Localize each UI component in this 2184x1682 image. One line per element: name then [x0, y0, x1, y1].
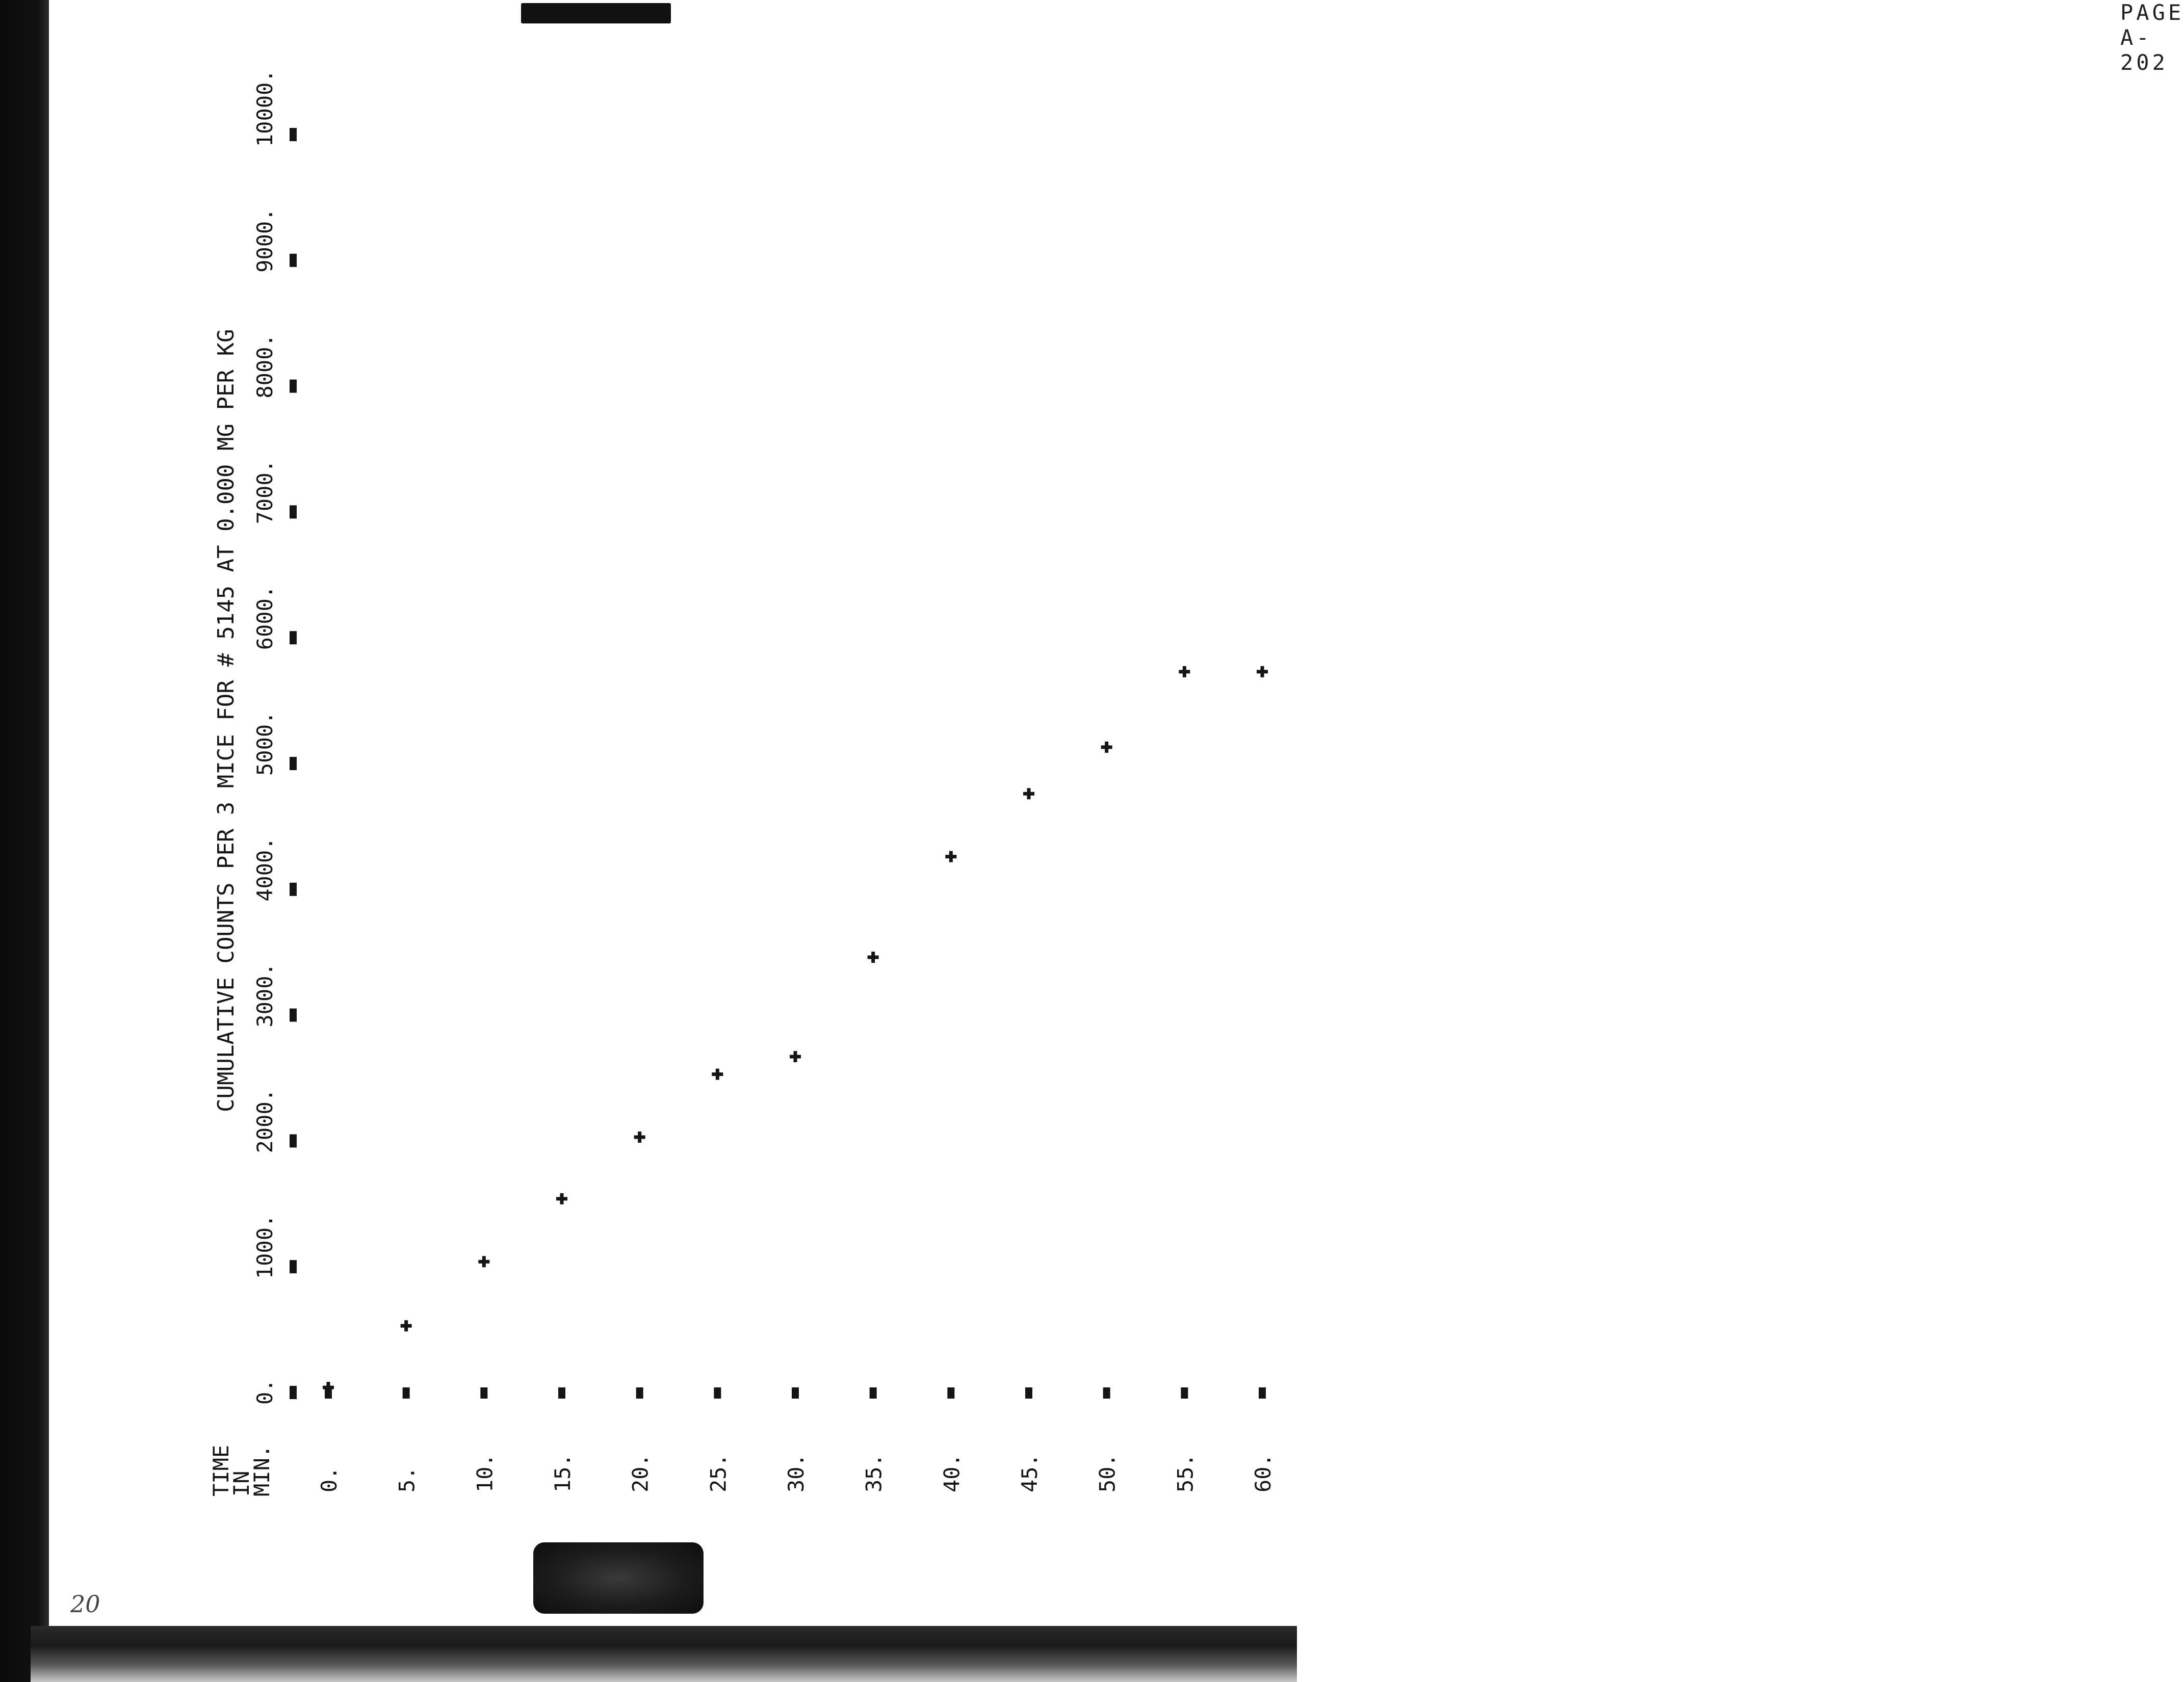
time-tick-label: 60.: [1251, 1454, 1276, 1492]
data-points: [323, 666, 1268, 1393]
time-tick-mark: [792, 1387, 799, 1399]
value-tick-label: 5000.: [252, 711, 277, 776]
value-tick-label: 4000.: [252, 837, 277, 902]
data-point-plus: [945, 851, 956, 862]
plus-vertical-stroke: [1261, 666, 1264, 677]
value-tick-label: 8000.: [252, 334, 277, 399]
value-axis-ticks: [252, 69, 297, 1405]
plus-vertical-stroke: [482, 1256, 486, 1267]
time-tick-label: 30.: [784, 1454, 809, 1492]
plus-vertical-stroke: [404, 1320, 408, 1331]
data-point-plus: [712, 1069, 723, 1080]
plus-vertical-stroke: [794, 1051, 797, 1062]
data-point-plus: [478, 1256, 489, 1267]
value-tick-label: 6000.: [252, 585, 277, 650]
plus-vertical-stroke: [638, 1132, 641, 1143]
chart-title: CUMULATIVE COUNTS PER 3 MICE FOR # 5145 AT 0.000 MG PER KG: [213, 329, 239, 1112]
plus-vertical-stroke: [871, 952, 875, 963]
data-point-plus: [634, 1132, 645, 1143]
time-tick-mark: [558, 1387, 565, 1399]
value-tick-mark: [290, 254, 297, 267]
plus-vertical-stroke: [560, 1193, 564, 1204]
plus-vertical-stroke: [1027, 788, 1031, 799]
time-tick-label: 20.: [628, 1454, 653, 1492]
value-tick-label: 7000.: [252, 459, 277, 524]
time-tick-label: 55.: [1173, 1454, 1198, 1492]
time-tick-mark: [1181, 1387, 1188, 1399]
value-tick-label: 1000.: [252, 1214, 277, 1279]
plus-vertical-stroke: [949, 851, 953, 862]
data-point-plus: [1023, 788, 1034, 799]
time-tick-mark: [1103, 1387, 1110, 1399]
value-tick-label: 0.: [252, 1379, 277, 1405]
data-point-plus: [323, 1382, 334, 1393]
time-axis-label: MIN.: [249, 1444, 274, 1496]
value-tick-mark: [290, 505, 297, 518]
time-tick-label: 25.: [706, 1454, 731, 1492]
value-tick-mark: [290, 1134, 297, 1147]
plus-vertical-stroke: [327, 1382, 330, 1393]
value-tick-mark: [290, 128, 297, 141]
time-tick-label: 50.: [1095, 1454, 1120, 1492]
value-tick-label: 10000.: [252, 69, 277, 147]
plus-vertical-stroke: [1105, 742, 1108, 753]
time-tick-mark: [947, 1387, 954, 1399]
value-tick-mark: [290, 631, 297, 644]
value-tick-label: 3000.: [252, 963, 277, 1028]
data-point-plus: [1257, 666, 1268, 677]
plus-vertical-stroke: [716, 1069, 719, 1080]
data-point-plus: [556, 1193, 567, 1204]
time-tick-label: 45.: [1017, 1454, 1042, 1492]
handwritten-page-mark: 20: [70, 1590, 100, 1618]
time-tick-label: 35.: [861, 1454, 887, 1492]
time-tick-mark: [1259, 1387, 1266, 1399]
time-tick-mark: [714, 1387, 721, 1399]
value-tick-mark: [290, 757, 297, 770]
value-tick-mark: [290, 1386, 297, 1399]
data-point-plus: [868, 952, 879, 963]
time-tick-label: 0.: [317, 1466, 342, 1492]
data-point-plus: [790, 1051, 801, 1062]
value-tick-mark: [290, 380, 297, 393]
data-point-plus: [1101, 742, 1112, 753]
value-tick-mark: [290, 883, 297, 896]
time-tick-mark: [870, 1387, 877, 1399]
time-axis-label: IN: [229, 1470, 254, 1496]
value-tick-mark: [290, 1009, 297, 1022]
value-tick-mark: [290, 1260, 297, 1273]
time-tick-label: 10.: [472, 1454, 498, 1492]
time-tick-mark: [480, 1387, 487, 1399]
data-point-plus: [1179, 666, 1190, 677]
plus-vertical-stroke: [1183, 666, 1186, 677]
page-number: PAGE A-202: [2120, 0, 2184, 75]
time-axis-label: TIME: [209, 1444, 233, 1496]
time-tick-label: 5.: [394, 1466, 420, 1492]
time-tick-mark: [1025, 1387, 1032, 1399]
data-point-plus: [401, 1320, 412, 1331]
time-tick-mark: [636, 1387, 643, 1399]
time-tick-label: 15.: [550, 1454, 575, 1492]
time-axis-ticks: [317, 1387, 1276, 1492]
time-tick-mark: [403, 1387, 410, 1399]
value-tick-label: 2000.: [252, 1088, 277, 1153]
value-tick-label: 9000.: [252, 208, 277, 273]
time-tick-label: 40.: [939, 1454, 965, 1492]
